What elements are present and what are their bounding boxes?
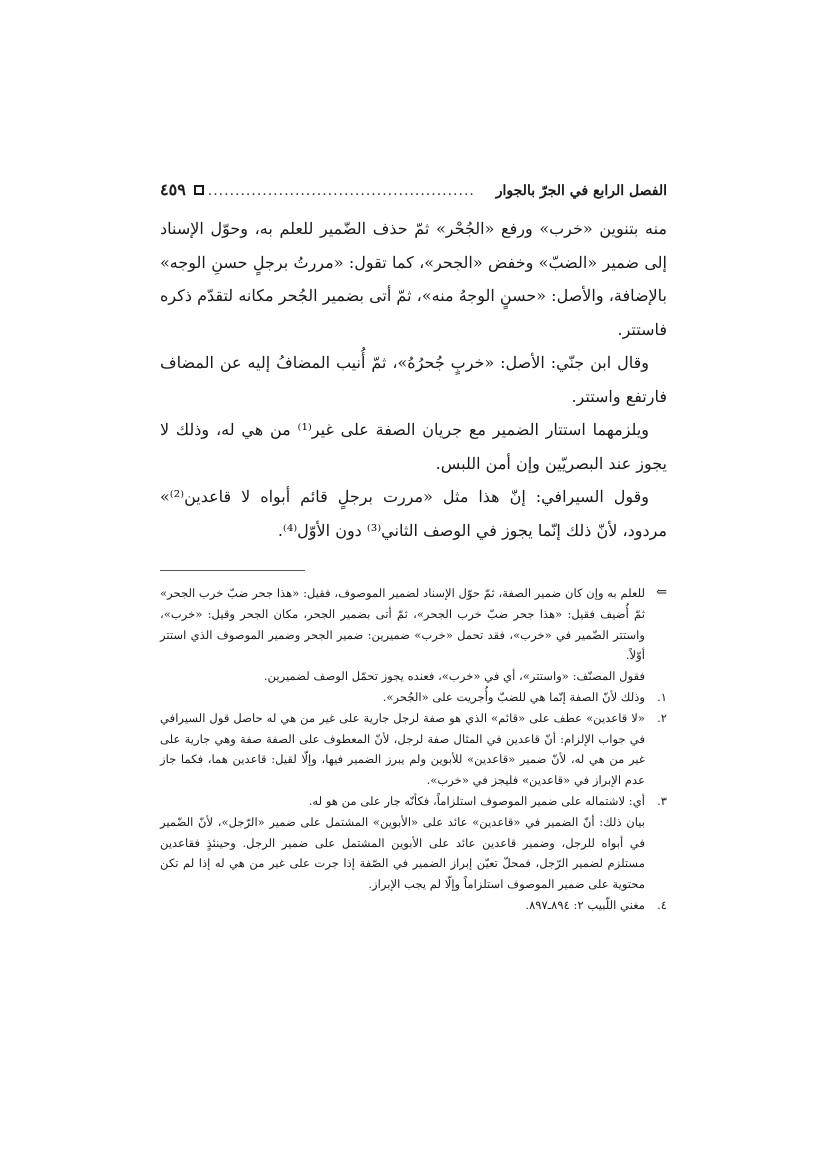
footnote-divider xyxy=(160,570,305,571)
footnote-text: أي: لاشتماله على ضمير الموصوف استلزاماً، فكأنّه جار على من هو له. xyxy=(308,793,645,808)
leader-dots: ................................................. xyxy=(207,182,475,199)
footnotes xyxy=(160,583,667,916)
running-header xyxy=(160,180,667,204)
book-page xyxy=(160,180,667,916)
paragraph: منه بتنوين «خرب» ورفع «الجُحْر» ثمّ حذف الضّمير للعلم به، وحوّل الإسناد إلى ضمير «الضبّ» وخفض «الجحر»، كما تقول: «مررتُ برجلٍ حسنِ الوجه» بالإضافة، والأصل: «حسنٍ الوجهُ منه»، ثمّ أتى بضمير الجُحر مكانه لتقدّم ذكره فاستتر. xyxy=(160,219,667,339)
square-box-icon xyxy=(194,185,204,195)
footnote-continuation xyxy=(160,583,667,666)
footnote-item xyxy=(160,791,667,895)
footnote-number: ٢. xyxy=(657,710,667,725)
main-text xyxy=(160,212,667,547)
footnote-text: مغني اللّبيب ٢: ٨٩٤ـ٨٩٧. xyxy=(525,897,645,912)
footnote-number: ٤. xyxy=(657,897,667,912)
page-number-group xyxy=(160,180,204,199)
footnote-text: بيان ذلك: أنّ الضمير في «قاعدين» عائد على «الأبوين» المشتمل على ضمير «الرّجل»، لأنّ الضّمير في أبواه للرجل، وضمير قاعدين عائد على الأبوين المشتمل على ضمير الرجل. وحينئذٍ فقاعدين مستلزم لضمير الرّجل، فمحلّ تعيّن إبراز الضمير في الصّفة إذا جرت على غير من هي له إذا لم تكن محتوية على ضمير الموصوف استلزاماً وإلّا لم يجب الإبراز. xyxy=(160,814,645,892)
footnote-item xyxy=(160,708,667,791)
paragraph: ويلزمهما استتار الضمير مع جريان الصفة على غير⁽¹⁾ من هي له، وذلك لا يجوز عند البصريّين وإن أمن اللبس. xyxy=(160,420,667,473)
continuation-arrow-icon: ⇐ xyxy=(656,585,667,600)
footnote-text: وذلك لأنّ الصفة إنّما هي للضبّ وأُجريت على «الجُحر». xyxy=(382,689,645,704)
footnote-note: فقول المصنّف: «واستتر»، أي في «خرب»، فعنده يجوز تحمّل الوصف لضميرين. xyxy=(263,669,645,684)
footnote-text: «لا قاعدين» عطف على «قائم» الذي هو صفة لرجل جارية على غير من هي له حاصل قول السيرافي في جواب الإلزام: أنّ قاعدين في المثال صفة لرجل، لأنّ المعطوف على الصفة صفة وهي جارية على غير من هي له، لأنّ ضمير «قاعدين» للأبوين ولم يبرز الضمير فيها، وإلّا لقيل: قاعدين هما، فكما جاز عدم الإبراز في «قاعدين» فليجز في «خرب». xyxy=(160,710,645,788)
footnote-item xyxy=(160,895,667,916)
footnote-text: للعلم به وإن كان ضمير الصفة، ثمّ حوّل الإسناد لضمير الموصوف، فقيل: «هذا جحر ضبّ خرب الجحر» ثمّ أُضيف فقيل: «هذا جحر ضبّ خرب الجحر»، ثمّ أتى بضمير الجحر، مكان الجحر وقيل: «خرب»، واستتر الضّمير في «خرب»، فقد تحمل «خرب» ضميرين: ضمير الجحر وضمير الموصوف الذي استتر أوّلاً. xyxy=(160,586,645,663)
footnote-number: ٣. xyxy=(657,793,667,808)
paragraph: وقول السيرافي: إنّ هذا مثل «مررت برجلٍ قائم أبواه لا قاعدين⁽²⁾» مردود، لأنّ ذلك إنّما يجوز في الوصف الثاني⁽³⁾ دون الأوّل⁽⁴⁾. xyxy=(160,487,667,540)
paragraph: وقال ابن جنّي: الأصل: «خربٍ جُحرُهُ»، ثمّ أُنيب المضافُ إليه عن المضاف فارتفع واستتر. xyxy=(160,353,667,406)
page-number: ٤٥٩ xyxy=(160,180,186,199)
footnote-number: ١. xyxy=(657,689,667,704)
chapter-title: الفصل الرابع في الجرّ بالجوار xyxy=(495,182,667,199)
footnote-item xyxy=(160,687,667,708)
